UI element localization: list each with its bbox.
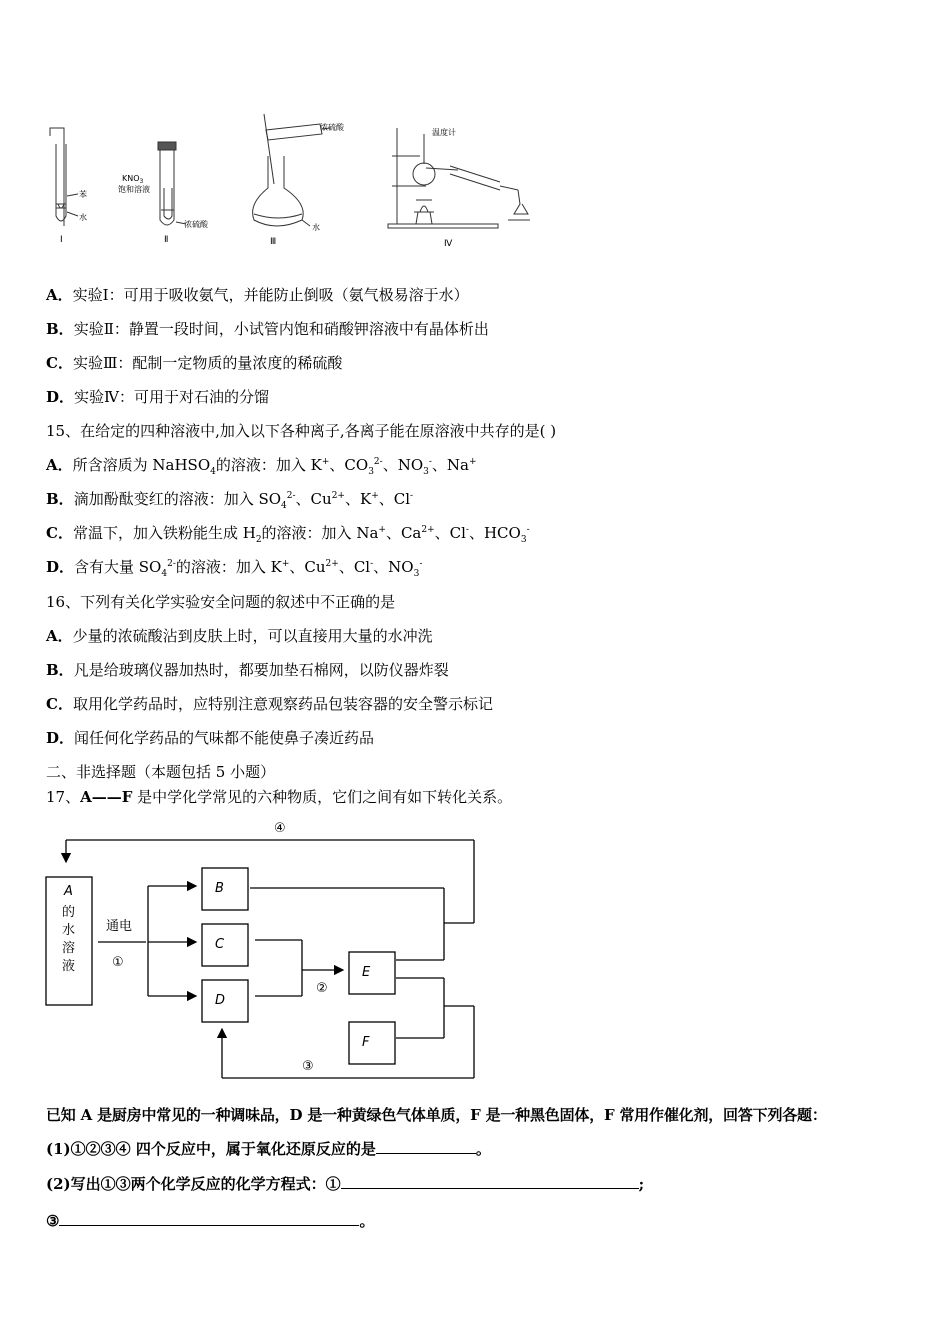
q16-option-a: A．少量的浓硫酸沾到皮肤上时，可以直接用大量的水冲洗 (46, 627, 433, 645)
apparatus-iii (253, 114, 330, 226)
q15-option-a: A．所含溶质为 NaHSO$_4$的溶液：加入 K+、$CO_3^{2-}$、$NO_3^-$、Na+ (46, 456, 477, 477)
apparatus-ii-label: Ⅱ (164, 235, 169, 245)
reaction-4: ④ (274, 821, 286, 836)
q14-option-c: C．实验Ⅲ：配制一定物质的量浓度的稀硫酸 (46, 354, 343, 372)
q15-option-b: B．滴加酚酞变红的溶液：加入 $SO_4^{2-}$、$Cu^{2+}$、K+、Cl- (46, 490, 414, 511)
apparatus-ii-kno3: $KNO_3$ (122, 174, 144, 185)
reaction-2: ② (316, 981, 328, 996)
q14-option-b: B．实验Ⅱ：静置一段时间，小试管内饱和硝酸钾溶液中有晶体析出 (46, 320, 489, 338)
box-a-char-3: 溶 (62, 941, 76, 956)
apparatus-iii-acid: 浓硫酸 (320, 123, 344, 132)
apparatus-i-water: 水 (79, 213, 87, 222)
q15-option-c: C．常温下，加入铁粉能生成 $H_2$的溶液：加入 Na+、$Ca^{2+}$、Cl-、$HCO_3^-$ (46, 524, 530, 545)
apparatus-iii-water: 水 (312, 223, 320, 232)
box-a-char-4: 液 (62, 959, 76, 974)
box-a-char-0: A (64, 884, 73, 899)
box-a-char-2: 水 (62, 923, 76, 938)
q16-stem: 16、下列有关化学实验安全问题的叙述中不正确的是 (46, 593, 396, 611)
apparatus-iv-label: Ⅳ (444, 239, 453, 249)
box-f-label: F (362, 1035, 370, 1050)
answer-blank-3[interactable] (59, 1211, 359, 1226)
apparatus-iii-label: Ⅲ (270, 237, 277, 247)
section-title: 二、非选择题（本题包括 5 小题） (46, 763, 276, 781)
flow-diagram (40, 812, 490, 1084)
q14-option-a: A．实验Ⅰ：可用于吸收氨气，并能防止倒吸（氨气极易溶于水） (46, 286, 469, 304)
electrolysis-label: 通电 (106, 919, 133, 934)
apparatus-i-benzene: 苯 (79, 190, 87, 199)
box-e-label: E (362, 965, 371, 980)
q16-option-b: B．凡是给玻璃仪器加热时，都要加垫石棉网，以防仪器炸裂 (46, 661, 449, 679)
apparatus-ii (158, 142, 186, 225)
q15-stem: 15、在给定的四种溶液中,加入以下各种离子,各离子能在原溶液中共存的是( ) (46, 422, 557, 440)
apparatus-figure (40, 108, 560, 253)
q17-sub2: (2)写出①③两个化学反应的化学方程式：① ; (46, 1175, 645, 1193)
box-c (202, 924, 248, 966)
box-c-label: C (215, 937, 225, 952)
q17-known: 已知 A 是厨房中常见的一种调味品，D 是一种黄绿色气体单质，F 是一种黑色固体，F 常用作催化剂，回答下列各题： (46, 1106, 827, 1124)
q14-option-d: D．实验Ⅳ：可用于对石油的分馏 (46, 388, 270, 406)
box-a-char-1: 的 (62, 905, 76, 920)
q17-stem: 17、A——F 是中学化学常见的六种物质，它们之间有如下转化关系。 (46, 788, 513, 806)
box-f (349, 1022, 395, 1064)
box-d-label: D (215, 993, 226, 1008)
reaction-1: ① (112, 955, 124, 970)
apparatus-ii-saturated: 饱和溶液 (118, 185, 150, 194)
box-e (349, 952, 395, 994)
box-b-label: B (215, 881, 224, 896)
box-b (202, 868, 248, 910)
reaction-3: ③ (302, 1059, 314, 1074)
q17-sub1: (1)①②③④ 四个反应中，属于氧化还原反应的是 。 (46, 1140, 491, 1158)
apparatus-iv-thermometer: 温度计 (432, 128, 456, 137)
answer-blank-1[interactable] (376, 1139, 476, 1154)
q16-option-c: C．取用化学药品时，应特别注意观察药品包装容器的安全警示标记 (46, 695, 493, 713)
q16-option-d: D．闻任何化学药品的气味都不能使鼻子凑近药品 (46, 729, 375, 747)
apparatus-iv (388, 128, 530, 228)
answer-blank-2[interactable] (341, 1174, 639, 1189)
apparatus-ii-acid: 浓硫酸 (184, 220, 208, 229)
apparatus-i-label: Ⅰ (60, 235, 63, 245)
apparatus-i (50, 128, 78, 226)
q15-option-d: D．含有大量 $SO_4^{2-}$的溶液：加入 K+、$Cu^{2+}$、Cl-、$NO_3^-$ (46, 558, 423, 579)
q17-sub3: ③ 。 (46, 1212, 375, 1230)
